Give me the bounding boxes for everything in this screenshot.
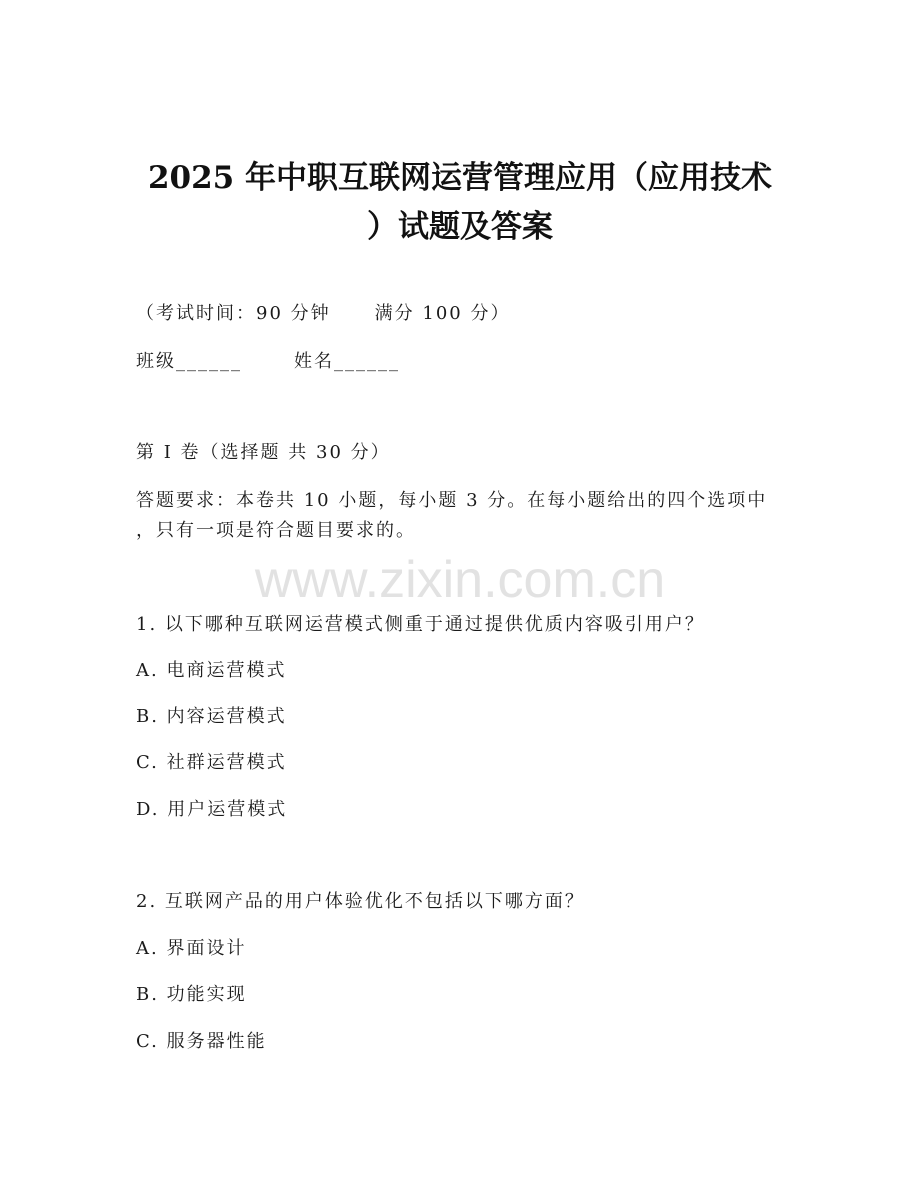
section-instructions-line-2: ，只有一项是符合题目要求的。 <box>136 520 416 541</box>
question-2-option-c: C. 服务器性能 <box>136 1031 267 1052</box>
class-field: 班级______ <box>136 351 242 372</box>
question-2-option-b: B. 功能实现 <box>136 984 247 1005</box>
document-title-line-1: 2025 年中职互联网运营管理应用（应用技术 <box>147 160 773 196</box>
name-field: 姓名______ <box>294 351 400 372</box>
student-fields <box>136 350 400 374</box>
question-2-stem: 2. 互联网产品的用户体验优化不包括以下哪方面？ <box>136 891 585 912</box>
question-1-option-c: C. 社群运营模式 <box>136 752 287 773</box>
exam-time: （考试时间：90 分钟 <box>136 303 331 324</box>
exam-full-score: 满分 100 分） <box>374 303 511 324</box>
section-instructions-line-1: 答题要求：本卷共 10 小题，每小题 3 分。在每小题给出的四个选项中 <box>136 490 768 511</box>
watermark: www.zixin.com.cn <box>254 551 666 609</box>
question-1-option-b: B. 内容运营模式 <box>136 706 287 727</box>
document-title-line-2: ）试题及答案 <box>367 209 553 245</box>
question-1-stem: 1. 以下哪种互联网运营模式侧重于通过提供优质内容吸引用户？ <box>136 614 705 635</box>
question-1-option-d: D. 用户运营模式 <box>136 799 288 820</box>
question-1-option-a: A. 电商运营模式 <box>136 660 287 681</box>
exam-info <box>136 302 510 326</box>
question-2-option-a: A. 界面设计 <box>136 938 247 959</box>
section-heading: 第 I 卷（选择题 共 30 分） <box>136 442 391 463</box>
